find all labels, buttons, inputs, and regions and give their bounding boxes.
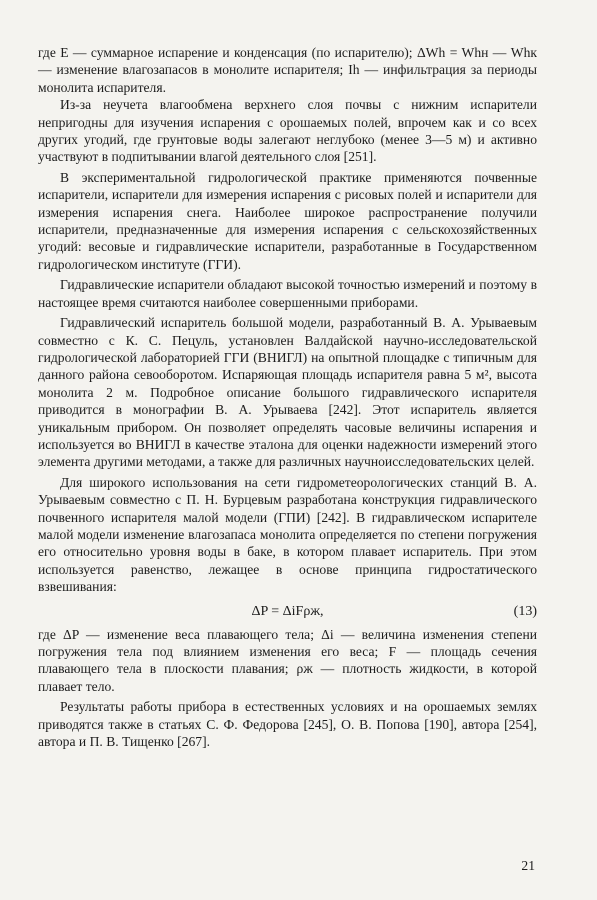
paragraph-1: где E — суммарное испарение и конденсация (по испарителю); ΔWh = Whн — Whк — изменение влагозапасов в монолите испарителя; Ih — инфильтрация за периоды монолита испарителя. <box>38 45 537 95</box>
page-number: 21 <box>521 858 535 873</box>
paragraph-7: где ΔP — изменение веса плавающего тела; Δi — величина изменения степени погружения тела под влиянием изменения его веса; F — площадь сечения плавающего тела в плоскости плавания; ρж — плотность жидкости, в которой плавает тело. <box>38 626 537 694</box>
formula-13 <box>38 602 537 622</box>
formula-expression: ΔP = ΔiFρж, <box>251 603 324 619</box>
paragraph-3: В экспериментальной гидрологической практике применяются почвенные испарители, испарители для измерения испарения с рисовых полей и испарители для измерения испарения снега. Наиболее широкое распространение получили испарители, предназначенные для измерения испарения с сельскохозяйственных угодий: весовые и гидравлические испарители, разработанные в Государственном гидрологическом институте (ГГИ). <box>38 169 537 272</box>
paragraph-8: Результаты работы прибора в естественных условиях и на орошаемых землях приводятся также в статьях С. Ф. Федорова [245], О. В. Попова [190], автора [254], автора и П. В. Тищенко [267]. <box>38 699 537 750</box>
formula-number: (13) <box>513 603 537 619</box>
paragraph-2: Из-за неучета влагообмена верхнего слоя почвы с нижним испарители непригодны для изучения испарения с орошаемых полей, впрочем как и со всех других угодий, где грунтовые воды залегают неглубоко (менее 3—5 м) и активно участвуют в подпитывании влагой деятельного слоя [251]. <box>38 97 537 165</box>
paragraph-6: Для широкого использования на сети гидрометеорологических станций В. А. Урываевым совместно с П. Н. Бурцевым разработана конструкция гидравлического почвенного испарителя малой модели (ГПИ) [242]. В гидравлическом испарителе малой модели изменение влагозапаса монолита определяется по степени погружения его относительно уровня воды в баке, в котором плавает испаритель. При этом используется равенство, лежащее в основе принципа гидростатического взвешивания: <box>38 474 537 595</box>
body-text <box>38 44 537 750</box>
paragraph-5: Гидравлический испаритель большой модели, разработанный В. А. Урываевым совместно с К. С. Пецуль, установлен Валдайской научно-исследовательской гидрологической лабораторией ГГИ (ВНИГЛ) на опытной площадке с типичным для данного района севооборотом. Испаряющая площадь испарителя равна 5 м², высота монолита 2 м. Подробное описание большого гидравлического испарителя приводится в монографии В. А. Урываева [242]. Этот испаритель является уникальным прибором. Он позволяет определять часовые величины испарения и используется во ВНИГЛ в качестве эталона для оценки надежности измерений этого элемента другими методами, а также для различных научноисследовательских целей. <box>38 315 537 470</box>
paragraph-4: Гидравлические испарители обладают высокой точностью измерений и поэтому в настоящее время считаются наиболее совершенными приборами. <box>38 277 537 310</box>
